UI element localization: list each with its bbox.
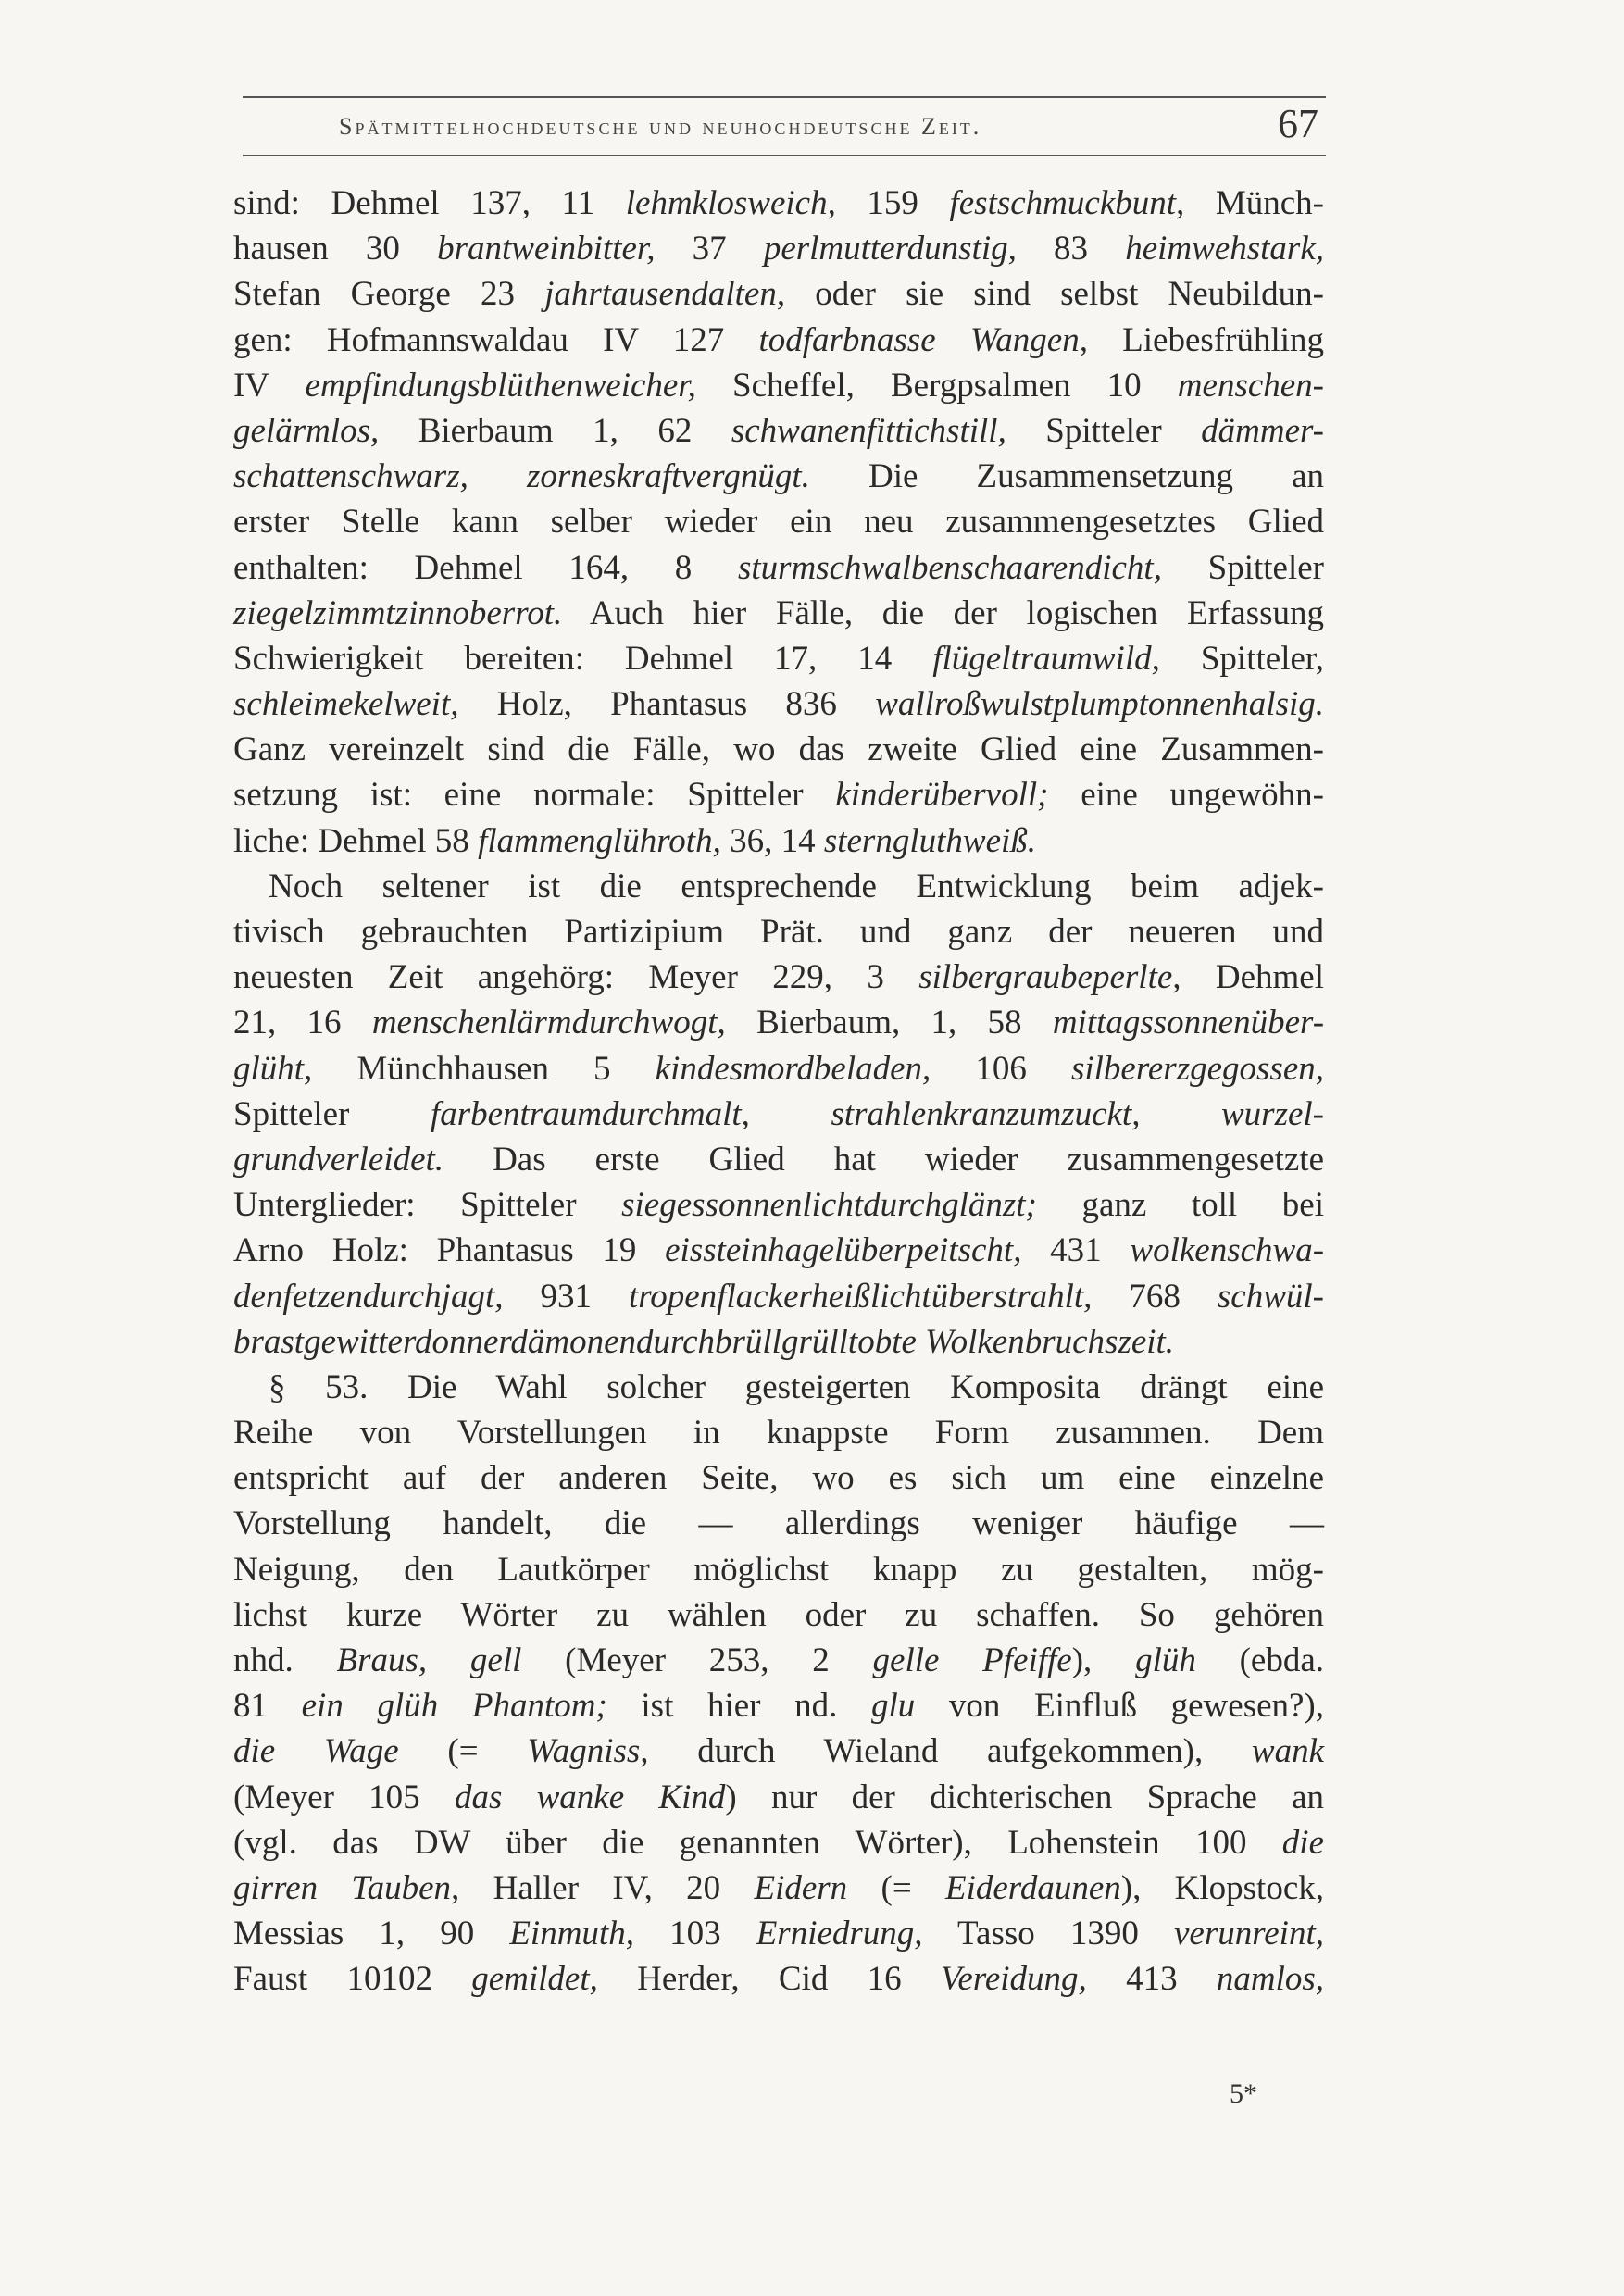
text-run: Schwierigkeit bereiten: Dehmel 17, 14 [233, 639, 933, 678]
text-line [233, 818, 1324, 864]
text-run: ist hier nd. [606, 1687, 871, 1726]
text-line [233, 1092, 1324, 1137]
text-run: 103 [633, 1915, 756, 1953]
text-run: 106 [931, 1049, 1071, 1088]
text-run: Bierbaum, 1, 58 [725, 1004, 1053, 1042]
text-run: von Einfluß gewesen?), [915, 1687, 1325, 1726]
italic-term: ziegelzimmtzinnoberrot. [233, 593, 563, 632]
italic-term: sturmschwalbenschaarendicht, [737, 548, 1162, 587]
text-run: Ganz vereinzelt sind die Fälle, wo das zweite Glied eine Zusammen- [233, 730, 1324, 769]
italic-term: verunreint, [1173, 1915, 1324, 1953]
italic-term: Vereidung, [940, 1960, 1087, 1999]
text-run: Spitteler [1006, 411, 1202, 450]
text-run: eine ungewöhn- [1048, 776, 1324, 815]
text-line [233, 955, 1324, 1000]
text-line [233, 591, 1324, 636]
text-run: (= [398, 1732, 528, 1771]
text-run: sind: Dehmel 137, 11 [233, 184, 626, 222]
italic-term: tropenflackerheißlichtüberstrahlt, [628, 1277, 1093, 1316]
italic-term: das wanke Kind [454, 1778, 726, 1816]
text-run: (Meyer 105 [233, 1778, 455, 1816]
italic-term: Einmuth, [509, 1915, 634, 1953]
text-run: IV [233, 366, 306, 405]
text-run: oder sie sind selbst Neubildun- [785, 275, 1325, 314]
text-run: Spitteler [233, 1094, 431, 1133]
text-line [233, 864, 1324, 909]
italic-term: ein glüh Phantom; [301, 1687, 607, 1726]
text-line [233, 1319, 1324, 1365]
text-run: Spitteler [1161, 548, 1324, 587]
italic-term: wank [1251, 1732, 1324, 1771]
text-line [233, 226, 1324, 271]
italic-term: grundverleidet. [233, 1140, 444, 1179]
italic-term: festschmuckbunt, [949, 184, 1185, 222]
header-rule-bottom [243, 155, 1326, 156]
italic-term: denfetzendurchjagt, [233, 1277, 504, 1316]
italic-term: lehmklosweich, [625, 184, 836, 222]
text-line [233, 1365, 1324, 1410]
text-run: Die Zusammensetzung an [809, 457, 1324, 496]
text-line [233, 1683, 1324, 1728]
italic-term: kindesmordbeladen, [655, 1049, 931, 1088]
text-run: 768 [1092, 1277, 1218, 1316]
italic-term: Erniedrung, [756, 1915, 923, 1953]
italic-term: menschen- [1177, 366, 1325, 405]
italic-term: eissteinhagelüberpeitscht, [665, 1231, 1022, 1270]
text-line [233, 1137, 1324, 1182]
text-line [233, 727, 1324, 772]
text-run: (ebda. [1195, 1641, 1325, 1679]
italic-term: brantweinbitter, [437, 230, 656, 268]
text-line [233, 1911, 1324, 1956]
text-run: Scheffel, Bergpsalmen 10 [695, 366, 1178, 405]
text-line [233, 408, 1324, 454]
text-run: Faust 10102 [233, 1960, 472, 1999]
italic-term: perlmutterdunstig, [763, 230, 1017, 268]
text-run: Messias 1, 90 [233, 1915, 510, 1953]
text-line [233, 681, 1324, 727]
text-run: Herder, Cid 16 [597, 1960, 941, 1999]
text-line [233, 1410, 1324, 1455]
italic-term: gelärmlos, [233, 411, 380, 450]
text-run: Arno Holz: Phantasus 19 [233, 1231, 666, 1270]
text-run: Münch- [1184, 184, 1324, 222]
text-run: Unterglieder: Spitteler [233, 1186, 622, 1225]
text-line [233, 1501, 1324, 1546]
text-run: (= [847, 1868, 945, 1907]
text-line [233, 1866, 1324, 1911]
italic-term: flügeltraumwild, [932, 639, 1160, 678]
page-number: 67 [1278, 101, 1318, 146]
text-line [233, 271, 1324, 317]
text-run: ), Klopstock, [1120, 1868, 1324, 1907]
text-run: Spitteler, [1159, 639, 1324, 678]
text-line [233, 1592, 1324, 1638]
running-header [243, 100, 1326, 152]
text-run: ) nur der dichterischen Sprache an [725, 1778, 1324, 1816]
text-run: (vgl. das DW über die genannten Wörter), Lohenstein 100 [233, 1823, 1282, 1862]
italic-term: schleimekelweit, [233, 685, 459, 724]
text-run: Liebesfrühling [1087, 320, 1325, 359]
text-line [233, 454, 1324, 499]
text-run: Vorstellung handelt, die — allerdings weniger häufige — [233, 1504, 1324, 1543]
italic-term: silbererzgegossen, [1070, 1049, 1324, 1088]
italic-term: gemildet, [471, 1960, 598, 1999]
text-run: 931 [503, 1277, 629, 1316]
italic-term: empfindungsblüthenweicher, [305, 366, 696, 405]
text-run: Das erste Glied hat wieder zusammengesetzte [443, 1140, 1324, 1179]
text-run: Stefan George 23 [233, 275, 545, 314]
text-run: Bierbaum 1, 62 [379, 411, 731, 450]
text-run: Tasso 1390 [922, 1915, 1174, 1953]
text-run: durch Wieland aufgekommen), [648, 1732, 1252, 1771]
italic-term: glüht, [233, 1049, 313, 1088]
text-line [233, 545, 1324, 591]
text-line [233, 772, 1324, 817]
italic-term: mittagssonnenüber- [1052, 1004, 1325, 1042]
italic-term: heimwehstark, [1125, 230, 1325, 268]
italic-term: die [1281, 1823, 1324, 1862]
running-title: Spätmittelhochdeutsche und neuhochdeutsche Zeit. [339, 113, 982, 140]
text-line [233, 1547, 1324, 1592]
text-run: Neigung, den Lautkörper möglichst knapp zu gestalten, mög- [233, 1550, 1324, 1589]
italic-term: farbentraumdurchmalt, strahlenkranzumzuckt, wurzel- [430, 1094, 1324, 1133]
italic-term: dämmer- [1201, 411, 1324, 450]
text-run: neuesten Zeit angehörg: Meyer 229, 3 [233, 958, 919, 997]
italic-term: glu [871, 1687, 916, 1726]
text-run: Noch seltener ist die entsprechende Entwicklung beim adjek- [269, 867, 1324, 905]
italic-term: Wagniss, [527, 1732, 649, 1771]
text-line [233, 181, 1324, 226]
text-run: Holz, Phantasus 836 [458, 685, 876, 724]
italic-term: namlos, [1216, 1960, 1324, 1999]
text-run: nhd. [233, 1641, 337, 1679]
text-run: § 53. Die Wahl solcher gesteigerten Komposita drängt eine [269, 1367, 1324, 1406]
italic-term: siegessonnenlichtdurchglänzt; [621, 1186, 1037, 1225]
text-line [233, 909, 1324, 955]
signature-mark: 5* [1230, 2078, 1257, 2109]
text-line [233, 1638, 1324, 1683]
text-line [233, 636, 1324, 681]
italic-term: gelle Pfeiffe [872, 1641, 1072, 1679]
text-run: (Meyer 253, 2 [521, 1641, 873, 1679]
text-run: 21, 16 [233, 1004, 372, 1042]
italic-term: glüh [1135, 1641, 1196, 1679]
text-line [233, 1000, 1324, 1045]
italic-term: die Wage [233, 1732, 399, 1771]
text-line [233, 1274, 1324, 1319]
italic-term: Braus, gell [336, 1641, 522, 1679]
italic-term: flammenglühroth, [478, 821, 721, 860]
italic-term: schattenschwarz, zorneskraftvergnügt. [233, 457, 810, 496]
italic-term: brastgewitterdonnerdämonendurchbrüllgrülltobte Wolkenbruchszeit. [233, 1322, 1175, 1361]
text-run: ), [1071, 1641, 1136, 1679]
text-run: Auch hier Fälle, die der logischen Erfassung [562, 593, 1324, 632]
text-run: Dehmel [1181, 958, 1325, 997]
italic-term: wolkenschwa- [1130, 1231, 1325, 1270]
text-line [233, 363, 1324, 408]
text-run: liche: Dehmel 58 [233, 821, 479, 860]
text-run: setzung ist: eine normale: Spitteler [233, 776, 836, 815]
text-run: lichst kurze Wörter zu wählen oder zu schaffen. So gehören [233, 1595, 1324, 1634]
italic-term: schwül- [1217, 1277, 1324, 1316]
text-run: 81 [233, 1687, 302, 1726]
text-run: entspricht auf der anderen Seite, wo es sich um eine einzelne [233, 1459, 1324, 1498]
text-run: 413 [1086, 1960, 1217, 1999]
text-run: erster Stelle kann selber wieder ein neu zusammengesetztes Glied [233, 503, 1324, 542]
italic-term: girren Tauben, [233, 1868, 460, 1907]
text-run: Reihe von Vorstellungen in knappste Form zusammen. Dem [233, 1414, 1324, 1453]
italic-term: wallroßwulstplumptonnenhalsig. [875, 685, 1324, 724]
text-line [233, 1728, 1324, 1774]
text-line [233, 1228, 1324, 1273]
text-line [233, 1775, 1324, 1820]
text-line [233, 318, 1324, 363]
text-run: Münchhausen 5 [312, 1049, 656, 1088]
italic-term: kinderübervoll; [835, 776, 1049, 815]
text-run: 83 [1016, 230, 1126, 268]
text-line [233, 1820, 1324, 1866]
italic-term: Eidern [754, 1868, 848, 1907]
text-run: 159 [835, 184, 950, 222]
italic-term: Eiderdaunen [945, 1868, 1121, 1907]
text-line [233, 1182, 1324, 1228]
text-run: 36, 14 [720, 821, 824, 860]
text-run: 37 [655, 230, 764, 268]
italic-term: jahrtausendalten, [544, 275, 786, 314]
text-line [233, 1046, 1324, 1092]
text-run: 431 [1021, 1231, 1131, 1270]
text-line [233, 499, 1324, 544]
text-run: ganz toll bei [1036, 1186, 1324, 1225]
text-run: Haller IV, 20 [459, 1868, 755, 1907]
italic-term: silbergraubeperlte, [918, 958, 1181, 997]
italic-term: todfarbnasse Wangen, [758, 320, 1088, 359]
text-line [233, 1956, 1324, 2002]
text-run: gen: Hofmannswaldau IV 127 [233, 320, 759, 359]
italic-term: schwanenfittichstill, [731, 411, 1006, 450]
text-run: enthalten: Dehmel 164, 8 [233, 548, 738, 587]
italic-term: sterngluthweiß. [823, 821, 1037, 860]
header-rule-top [243, 96, 1326, 98]
text-run: tivisch gebrauchten Partizipium Prät. und ganz der neueren und [233, 913, 1324, 951]
text-run: hausen 30 [233, 230, 438, 268]
body-text [233, 181, 1324, 2003]
text-line [233, 1455, 1324, 1501]
italic-term: menschenlärmdurchwogt, [371, 1004, 726, 1042]
